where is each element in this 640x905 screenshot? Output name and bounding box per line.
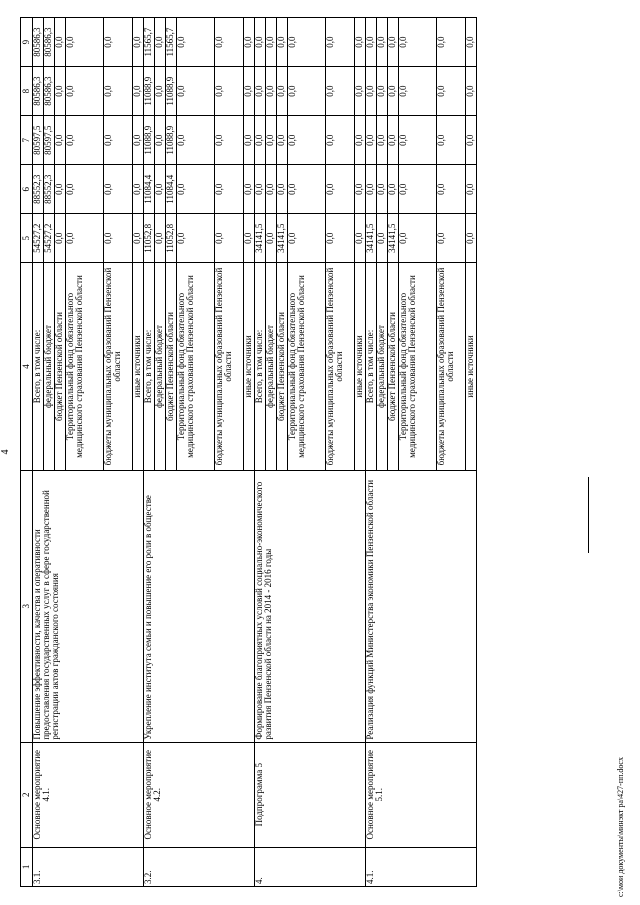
amount-cell: 11088,9 <box>144 116 155 165</box>
table-row <box>366 18 377 887</box>
amount-cell: 0,0 <box>104 165 133 214</box>
program-type: Подпрограмма 5 <box>255 742 366 847</box>
amount-cell: 0,0 <box>266 214 277 263</box>
amount-cell: 0,0 <box>215 116 244 165</box>
amount-cell: 0,0 <box>215 214 244 263</box>
amount-cell: 0,0 <box>244 18 255 67</box>
funding-source: бюджет Пензенской области <box>166 263 177 470</box>
amount-cell: 0,0 <box>388 116 399 165</box>
row-number: 3.1. <box>33 847 144 886</box>
row-number: 4.1. <box>366 847 477 886</box>
amount-cell: 11088,9 <box>166 116 177 165</box>
funding-source: Территориальный фонд обязательного медицинского страхования Пензенской области <box>288 263 326 470</box>
amount-cell: 0,0 <box>326 165 355 214</box>
amount-cell: 0,0 <box>155 18 166 67</box>
amount-cell: 0,0 <box>177 214 215 263</box>
amount-cell: 0,0 <box>277 67 288 116</box>
amount-cell: 0,0 <box>266 116 277 165</box>
amount-cell: 0,0 <box>288 67 326 116</box>
amount-cell: 0,0 <box>66 67 104 116</box>
table-header-row <box>21 18 33 887</box>
amount-cell: 80586,3 <box>44 18 55 67</box>
amount-cell: 34141,5 <box>388 214 399 263</box>
amount-cell: 0,0 <box>288 214 326 263</box>
amount-cell: 0,0 <box>266 18 277 67</box>
header-cell: 9 <box>21 18 33 67</box>
funding-source: Всего, в том числе: <box>144 263 155 470</box>
funding-source: федеральный бюджет <box>44 263 55 470</box>
header-cell: 4 <box>21 263 33 470</box>
amount-cell: 0,0 <box>466 165 477 214</box>
amount-cell: 0,0 <box>104 18 133 67</box>
program-title: Формирование благоприятных условий социально-экономического развития Пензенской области на 2014 - 2016 годы <box>255 470 366 742</box>
amount-cell: 0,0 <box>155 165 166 214</box>
header-cell: 7 <box>21 116 33 165</box>
program-type: Основное мероприятие 5.1. <box>366 742 477 847</box>
header-cell: 3 <box>21 470 33 742</box>
amount-cell: 0,0 <box>155 116 166 165</box>
amount-cell: 0,0 <box>177 116 215 165</box>
amount-cell: 0,0 <box>437 67 466 116</box>
amount-cell: 0,0 <box>104 67 133 116</box>
amount-cell: 0,0 <box>288 18 326 67</box>
amount-cell: 0,0 <box>244 116 255 165</box>
amount-cell: 0,0 <box>215 165 244 214</box>
amount-cell: 0,0 <box>355 116 366 165</box>
funding-source: иные источники <box>466 263 477 470</box>
funding-source: Всего, в том числе: <box>255 263 266 470</box>
amount-cell: 0,0 <box>288 165 326 214</box>
amount-cell: 0,0 <box>437 18 466 67</box>
funding-source: бюджет Пензенской области <box>277 263 288 470</box>
amount-cell: 0,0 <box>388 165 399 214</box>
amount-cell: 0,0 <box>255 165 266 214</box>
amount-cell: 0,0 <box>366 165 377 214</box>
amount-cell: 0,0 <box>355 67 366 116</box>
funding-source: бюджеты муниципальных образований Пензенской области <box>437 263 466 470</box>
amount-cell: 0,0 <box>366 18 377 67</box>
amount-cell: 0,0 <box>355 165 366 214</box>
amount-cell: 0,0 <box>66 18 104 67</box>
funding-source: Территориальный фонд обязательного медицинского страхования Пензенской области <box>399 263 437 470</box>
amount-cell: 0,0 <box>55 18 66 67</box>
amount-cell: 0,0 <box>266 67 277 116</box>
amount-cell: 0,0 <box>326 116 355 165</box>
funding-source: бюджеты муниципальных образований Пензенской области <box>104 263 133 470</box>
amount-cell: 0,0 <box>399 18 437 67</box>
amount-cell: 0,0 <box>215 67 244 116</box>
header-cell: 1 <box>21 847 33 886</box>
amount-cell: 0,0 <box>177 165 215 214</box>
amount-cell: 34141,5 <box>277 214 288 263</box>
amount-cell: 0,0 <box>104 116 133 165</box>
amount-cell: 0,0 <box>388 18 399 67</box>
budget-table <box>20 17 477 887</box>
amount-cell: 0,0 <box>277 18 288 67</box>
program-title: Повышение эффективности, качества и оперативности предоставления государственных услуг в сфере государственной регистрации актов гражданского состояния <box>33 470 144 742</box>
amount-cell: 11052,8 <box>166 214 177 263</box>
amount-cell: 0,0 <box>399 116 437 165</box>
amount-cell: 11084,4 <box>144 165 155 214</box>
program-title: Укрепление института семьи и повышение его роли в обществе <box>144 470 255 742</box>
header-cell: 5 <box>21 214 33 263</box>
funding-source: бюджет Пензенской области <box>388 263 399 470</box>
funding-source: иные источники <box>355 263 366 470</box>
amount-cell: 0,0 <box>244 67 255 116</box>
amount-cell: 11565,7 <box>144 18 155 67</box>
amount-cell: 0,0 <box>437 165 466 214</box>
amount-cell: 11084,4 <box>166 165 177 214</box>
amount-cell: 54527,2 <box>33 214 44 263</box>
amount-cell: 80586,3 <box>33 67 44 116</box>
amount-cell: 54527,2 <box>44 214 55 263</box>
amount-cell: 0,0 <box>377 18 388 67</box>
amount-cell: 0,0 <box>155 214 166 263</box>
header-cell: 6 <box>21 165 33 214</box>
amount-cell: 0,0 <box>55 67 66 116</box>
amount-cell: 0,0 <box>377 165 388 214</box>
amount-cell: 0,0 <box>55 214 66 263</box>
amount-cell: 0,0 <box>399 214 437 263</box>
funding-source: Территориальный фонд обязательного медицинского страхования Пензенской области <box>66 263 104 470</box>
amount-cell: 0,0 <box>437 214 466 263</box>
amount-cell: 0,0 <box>177 18 215 67</box>
funding-source: иные источники <box>133 263 144 470</box>
amount-cell: 11052,8 <box>144 214 155 263</box>
file-path-footer: c:\мои документы\минэкт ра\427-пп.docx <box>616 757 625 897</box>
amount-cell: 11088,9 <box>166 67 177 116</box>
amount-cell: 0,0 <box>244 165 255 214</box>
amount-cell: 0,0 <box>388 67 399 116</box>
amount-cell: 0,0 <box>133 67 144 116</box>
amount-cell: 0,0 <box>355 214 366 263</box>
amount-cell: 0,0 <box>133 214 144 263</box>
funding-source: Всего, в том числе: <box>33 263 44 470</box>
amount-cell: 0,0 <box>66 214 104 263</box>
amount-cell: 0,0 <box>66 116 104 165</box>
amount-cell: 0,0 <box>288 116 326 165</box>
amount-cell: 0,0 <box>399 67 437 116</box>
amount-cell: 0,0 <box>266 165 277 214</box>
page-number: 4 <box>0 449 11 455</box>
amount-cell: 11088,9 <box>144 67 155 116</box>
funding-source: федеральный бюджет <box>377 263 388 470</box>
amount-cell: 0,0 <box>326 214 355 263</box>
amount-cell: 0,0 <box>377 116 388 165</box>
amount-cell: 11565,7 <box>166 18 177 67</box>
funding-source: бюджеты муниципальных образований Пензенской области <box>326 263 355 470</box>
funding-source: федеральный бюджет <box>266 263 277 470</box>
amount-cell: 0,0 <box>466 214 477 263</box>
amount-cell: 80586,3 <box>44 67 55 116</box>
amount-cell: 0,0 <box>355 18 366 67</box>
table-row <box>33 18 44 887</box>
amount-cell: 0,0 <box>277 165 288 214</box>
amount-cell: 0,0 <box>466 67 477 116</box>
divider-line <box>588 477 589 553</box>
program-type: Основное мероприятие 4.1. <box>33 742 144 847</box>
amount-cell: 0,0 <box>255 67 266 116</box>
header-cell: 8 <box>21 67 33 116</box>
amount-cell: 88552,3 <box>33 165 44 214</box>
amount-cell: 0,0 <box>133 116 144 165</box>
amount-cell: 0,0 <box>399 165 437 214</box>
funding-source: бюджеты муниципальных образований Пензенской области <box>215 263 244 470</box>
amount-cell: 0,0 <box>133 18 144 67</box>
amount-cell: 0,0 <box>326 18 355 67</box>
row-number: 3.2. <box>144 847 255 886</box>
amount-cell: 0,0 <box>366 116 377 165</box>
amount-cell: 0,0 <box>215 18 244 67</box>
amount-cell: 0,0 <box>277 116 288 165</box>
amount-cell: 0,0 <box>466 116 477 165</box>
header-cell: 2 <box>21 742 33 847</box>
amount-cell: 0,0 <box>377 67 388 116</box>
amount-cell: 0,0 <box>55 116 66 165</box>
amount-cell: 0,0 <box>255 116 266 165</box>
funding-source: федеральный бюджет <box>155 263 166 470</box>
amount-cell: 0,0 <box>244 214 255 263</box>
amount-cell: 0,0 <box>326 67 355 116</box>
funding-source: Всего, в том числе: <box>366 263 377 470</box>
funding-source: бюджет Пензенской области <box>55 263 66 470</box>
amount-cell: 0,0 <box>437 116 466 165</box>
amount-cell: 0,0 <box>133 165 144 214</box>
amount-cell: 0,0 <box>55 165 66 214</box>
amount-cell: 0,0 <box>255 18 266 67</box>
amount-cell: 0,0 <box>377 214 388 263</box>
row-number: 4. <box>255 847 366 886</box>
amount-cell: 0,0 <box>66 165 104 214</box>
amount-cell: 34141,5 <box>366 214 377 263</box>
amount-cell: 80586,3 <box>33 18 44 67</box>
amount-cell: 0,0 <box>177 67 215 116</box>
amount-cell: 80597,5 <box>33 116 44 165</box>
amount-cell: 0,0 <box>155 67 166 116</box>
amount-cell: 0,0 <box>104 214 133 263</box>
funding-source: Территориальный фонд обязательного медицинского страхования Пензенской области <box>177 263 215 470</box>
amount-cell: 0,0 <box>366 67 377 116</box>
table-row <box>144 18 155 887</box>
program-title: Реализация функций Министерства экономики Пензенской области <box>366 470 477 742</box>
amount-cell: 88552,3 <box>44 165 55 214</box>
funding-source: иные источники <box>244 263 255 470</box>
amount-cell: 34141,5 <box>255 214 266 263</box>
amount-cell: 80597,5 <box>44 116 55 165</box>
program-type: Основное мероприятие 4.2. <box>144 742 255 847</box>
amount-cell: 0,0 <box>466 18 477 67</box>
table-row <box>255 18 266 887</box>
